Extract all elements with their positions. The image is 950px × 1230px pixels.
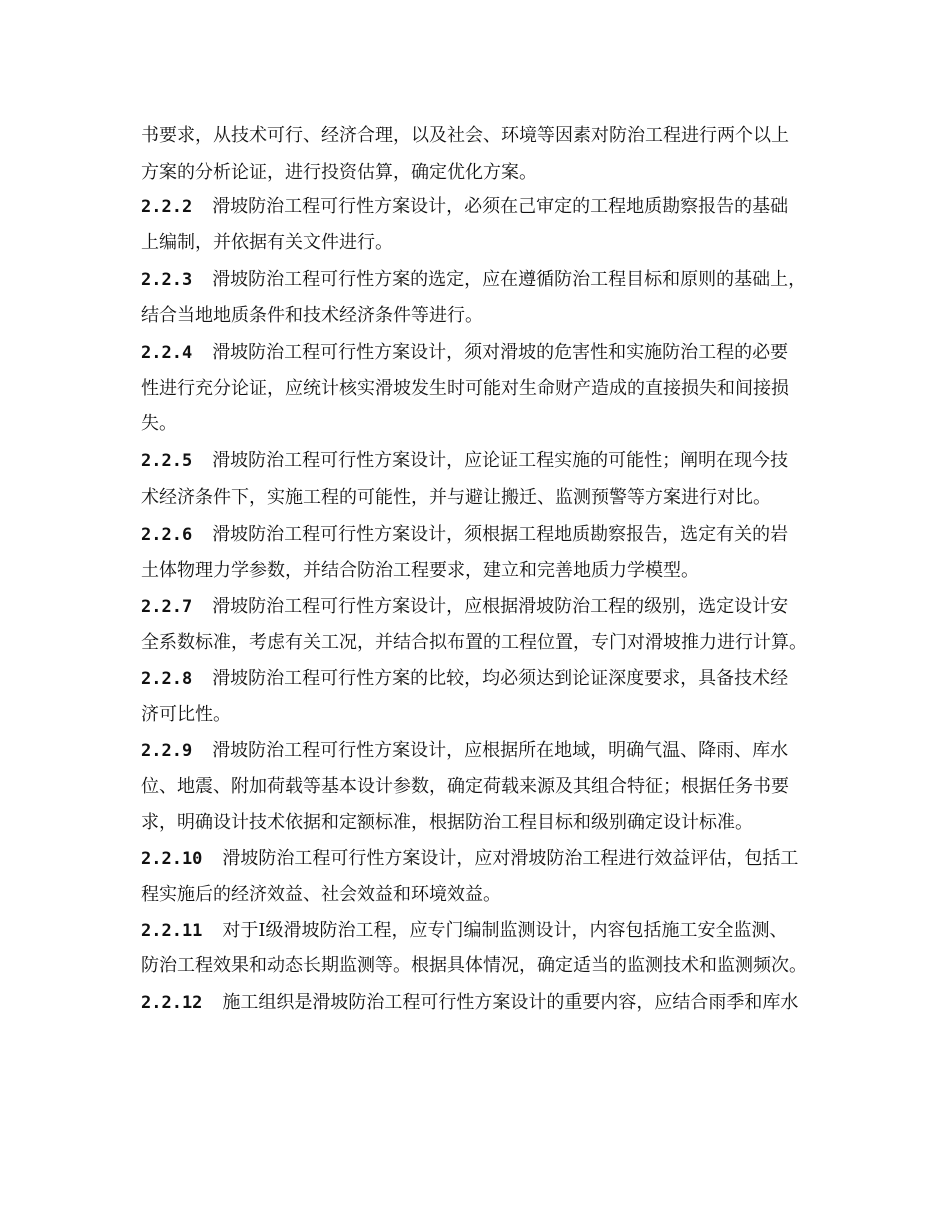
line-text: 滑坡防治工程可行性方案设计，应根据滑坡防治工程的级别，选定设计安 <box>212 596 789 617</box>
clause-number: 2.2.3 <box>141 270 193 290</box>
line-text: 滑坡防治工程可行性方案设计，应根据所在地域，明确气温、降雨、库水 <box>212 740 789 761</box>
line-text: 防治工程效果和动态长期监测等。根据具体情况，确定适当的监测技术和监测频次。 <box>141 955 807 976</box>
text-line <box>141 697 231 733</box>
text-line <box>141 877 501 913</box>
line-text: 滑坡防治工程可行性方案设计，须根据工程地质勘察报告，选定有关的岩 <box>212 524 789 545</box>
clause-line <box>141 262 806 298</box>
text-line <box>141 225 393 261</box>
line-text: 滑坡防治工程可行性方案设计，应论证工程实施的可能性；阐明在现今技 <box>212 450 789 471</box>
clause-number: 2.2.4 <box>141 343 193 363</box>
line-text: 书要求，从技术可行、经济合理，以及社会、环境等因素对防治工程进行两个以上 <box>141 125 789 146</box>
text-line <box>141 480 771 516</box>
line-text: 性进行充分论证，应统计核实滑坡发生时可能对生命财产造成的直接损失和间接损 <box>141 378 789 399</box>
line-text: 方案的分析论证，进行投资估算，确定优化方案。 <box>141 162 537 183</box>
text-line <box>141 155 537 191</box>
line-text: 程实施后的经济效益、社会效益和环境效益。 <box>141 884 501 905</box>
line-text: 全系数标准，考虑有关工况，并结合拟布置的工程位置，专门对滑坡推力进行计算。 <box>141 632 807 653</box>
line-text: 滑坡防治工程可行性方案设计，必须在己审定的工程地质勘察报告的基础 <box>212 196 789 217</box>
line-text: 施工组织是滑坡防治工程可行性方案设计的重要内容，应结合雨季和库水 <box>222 992 799 1013</box>
line-text: 滑坡防治工程可行性方案的比较，均必须达到论证深度要求，具备技术经 <box>212 668 789 689</box>
line-text: 求，明确设计技术依据和定额标准，根据防治工程目标和级别确定设计标准。 <box>141 812 753 833</box>
line-text: 结合当地地质条件和技术经济条件等进行。 <box>141 305 483 326</box>
line-text: 土体物理力学参数，并结合防治工程要求，建立和完善地质力学模型。 <box>141 560 699 581</box>
clause-number: 2.2.12 <box>141 993 203 1013</box>
clause-line <box>141 661 788 697</box>
text-line <box>141 769 789 805</box>
clause-line <box>141 841 798 877</box>
clause-number: 2.2.5 <box>141 451 193 471</box>
line-text: 济可比性。 <box>141 704 231 725</box>
clause-line <box>141 733 788 769</box>
line-text: 滑坡防治工程可行性方案设计，应对滑坡防治工程进行效益评估，包括工 <box>222 848 799 869</box>
clause-number: 2.2.11 <box>141 921 203 941</box>
clause-line <box>141 189 788 225</box>
clause-line <box>141 913 788 949</box>
clause-number: 2.2.7 <box>141 597 193 617</box>
line-text: 失。 <box>141 413 177 434</box>
clause-line <box>141 335 788 371</box>
clause-line <box>141 985 798 1021</box>
line-text: 上编制，并依据有关文件进行。 <box>141 232 393 253</box>
text-line <box>141 553 699 589</box>
line-text: 对于Ⅰ级滑坡防治工程，应专门编制监测设计，内容包括施工安全监测、 <box>222 920 788 941</box>
clause-line <box>141 589 788 625</box>
text-line <box>141 948 807 984</box>
clause-line <box>141 517 788 553</box>
text-line <box>141 298 483 334</box>
clause-number: 2.2.6 <box>141 525 193 545</box>
clause-line <box>141 443 788 479</box>
line-text: 滑坡防治工程可行性方案的选定，应在遵循防治工程目标和原则的基础上， <box>212 269 807 290</box>
clause-number: 2.2.8 <box>141 669 193 689</box>
line-text: 位、地震、附加荷载等基本设计参数，确定荷载来源及其组合特征；根据任务书要 <box>141 776 789 797</box>
clause-number: 2.2.9 <box>141 741 193 761</box>
line-text: 滑坡防治工程可行性方案设计，须对滑坡的危害性和实施防治工程的必要 <box>212 342 789 363</box>
text-line <box>141 805 753 841</box>
text-line <box>141 406 177 442</box>
clause-number: 2.2.10 <box>141 849 203 869</box>
text-line <box>141 625 807 661</box>
line-text: 术经济条件下，实施工程的可能性，并与避让搬迁、监测预警等方案进行对比。 <box>141 487 771 508</box>
clause-number: 2.2.2 <box>141 197 193 217</box>
text-line <box>141 118 789 154</box>
text-line <box>141 371 789 407</box>
